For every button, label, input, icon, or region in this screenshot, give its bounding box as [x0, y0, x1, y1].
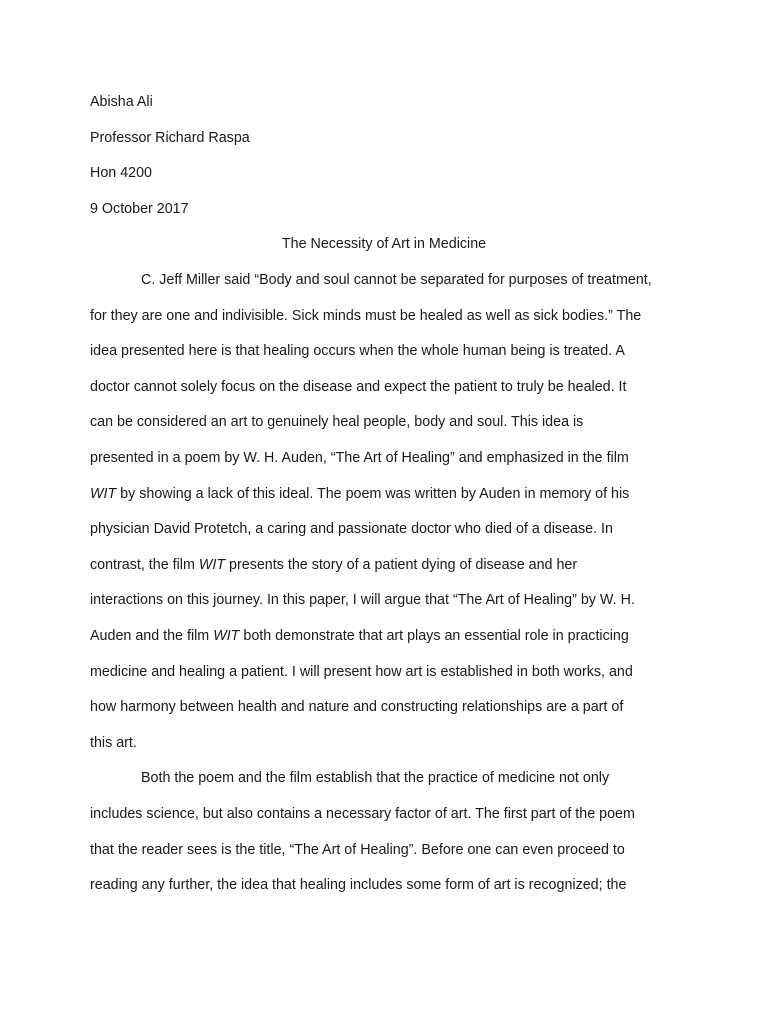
body-line: doctor cannot solely focus on the disease and expect the patient to truly be healed. It	[90, 379, 627, 395]
body-line: that the reader sees is the title, “The Art of Healing”. Before one can even proceed to	[90, 842, 625, 858]
film-title-italic: WIT	[90, 486, 117, 502]
body-line: medicine and healing a patient. I will present how art is established in both works, and	[90, 664, 633, 680]
body-line	[90, 485, 629, 503]
body-line: Both the poem and the film establish that the practice of medicine not only	[141, 770, 610, 786]
body-line: presented in a poem by W. H. Auden, “The Art of Healing” and emphasized in the film	[90, 450, 629, 466]
body-line: reading any further, the idea that healing includes some form of art is recognized; the	[90, 877, 627, 893]
film-title-italic: WIT	[213, 628, 240, 644]
body-line: idea presented here is that healing occurs when the whole human being is treated. A	[90, 343, 625, 359]
body-line	[90, 627, 629, 645]
body-line: includes science, but also contains a necessary factor of art. The first part of the poem	[90, 806, 635, 822]
body-line: physician David Protetch, a caring and passionate doctor who died of a disease. In	[90, 521, 613, 537]
body-line: can be considered an art to genuinely heal people, body and soul. This idea is	[90, 414, 584, 430]
body-line: C. Jeff Miller said “Body and soul cannot be separated for purposes of treatment,	[141, 272, 652, 288]
date-line: 9 October 2017	[90, 201, 189, 217]
film-title-italic: WIT	[198, 557, 226, 573]
body-text-segment: Auden and the film	[90, 628, 214, 644]
body-text-segment: by showing a lack of this ideal. The poem was written by Auden in memory of his	[116, 486, 630, 502]
essay-title: The Necessity of Art in Medicine	[281, 236, 487, 252]
author-name: Abisha Ali	[90, 94, 153, 110]
body-text-segment: both demonstrate that art plays an essential role in practicing	[239, 628, 629, 644]
body-line	[90, 556, 577, 574]
body-line: this art.	[90, 735, 137, 751]
body-text-segment: contrast, the film	[90, 557, 199, 573]
course-code: Hon 4200	[90, 165, 153, 181]
body-line: interactions on this journey. In this paper, I will argue that “The Art of Healing” by W. H.	[90, 592, 635, 608]
body-line: how harmony between health and nature and constructing relationships are a part of	[90, 699, 624, 715]
body-line: for they are one and indivisible. Sick minds must be healed as well as sick bodies.” The	[90, 308, 642, 324]
body-text-segment: presents the story of a patient dying of disease and her	[225, 557, 578, 573]
professor-name: Professor Richard Raspa	[90, 130, 250, 146]
